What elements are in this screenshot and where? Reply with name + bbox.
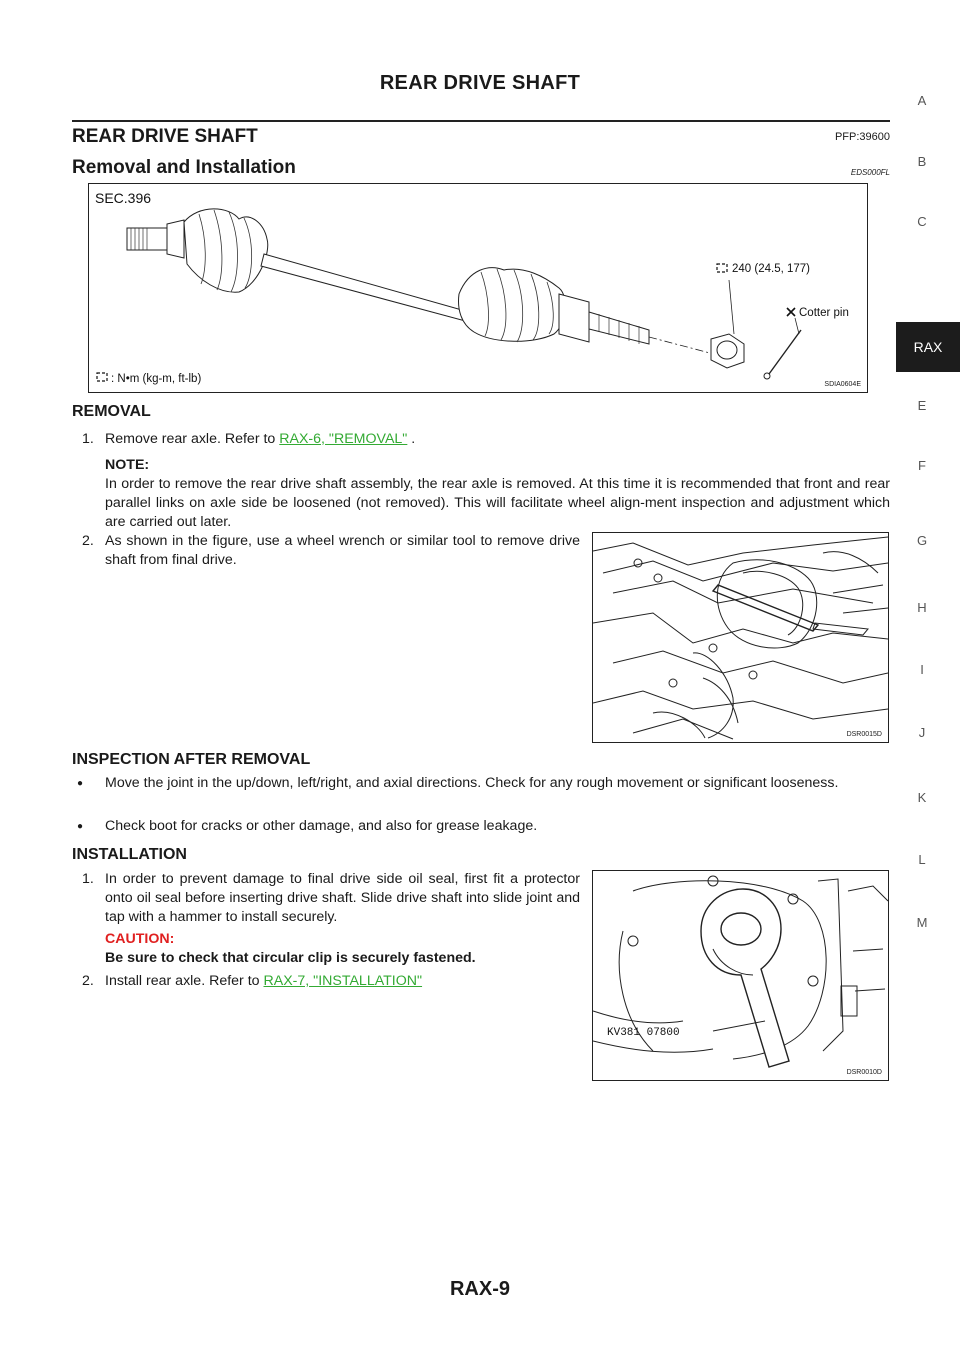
- installation-heading: INSTALLATION: [72, 846, 187, 863]
- page-header-title: REAR DRIVE SHAFT: [379, 72, 581, 94]
- installation-figure: [592, 870, 889, 1081]
- index-letter-k[interactable]: K: [917, 790, 927, 805]
- step-number: 1.: [82, 871, 94, 887]
- bullet-icon: ●: [77, 821, 84, 832]
- installation-step-1: In order to prevent damage to final drive side oil seal, first fit a protector onto oil seal before inserting drive shaft. Slide drive shaft into slide joint and tap with a hammer to install securely.: [105, 871, 580, 925]
- index-letter-j[interactable]: J: [918, 725, 926, 740]
- rax7-installation-link[interactable]: RAX-7, "INSTALLATION": [263, 973, 423, 989]
- drive-shaft-figure: [88, 183, 868, 393]
- section-title: REAR DRIVE SHAFT: [72, 126, 258, 147]
- tool-number: KV381 07800: [607, 1027, 680, 1039]
- header-rule: [72, 120, 890, 122]
- subsection-title: Removal and Installation: [72, 157, 296, 178]
- cotter-pin-icon: [787, 308, 795, 316]
- installation-step-2: [105, 972, 580, 991]
- index-letter-c[interactable]: C: [917, 214, 927, 229]
- drive-shaft-illustration: [89, 184, 867, 392]
- step-text: As shown in the figure, use a wheel wrench or similar tool to remove drive shaft from final drive.: [105, 533, 580, 568]
- index-letter-i[interactable]: I: [920, 662, 924, 677]
- page-number: RAX-9: [449, 1278, 510, 1300]
- index-letter-m[interactable]: M: [916, 915, 928, 930]
- final-drive-illustration: [593, 533, 888, 742]
- torque-icon: [717, 264, 727, 272]
- index-letter-e[interactable]: E: [917, 398, 927, 413]
- step-text: Install rear axle. Refer to: [105, 973, 264, 989]
- note-text: In order to remove the rear drive shaft assembly, the rear axle is removed. At this time it is recommended that front and rear parallel links on axle side be loosened (not removed). This will facilitate wheel align-ment inspection and adjustment which are carried out later.: [105, 476, 890, 530]
- protector-tool-illustration: [593, 871, 888, 1080]
- inspection-heading: INSPECTION AFTER REMOVAL: [72, 751, 311, 768]
- caution-label: CAUTION:: [105, 931, 175, 947]
- caution-text: Be sure to check that circular clip is securely fastened.: [105, 950, 476, 966]
- part-number: PFP:39600: [834, 131, 890, 143]
- document-code: EDS000FL: [850, 168, 890, 177]
- removal-step-1: [72, 430, 890, 449]
- index-letter-b[interactable]: B: [917, 154, 927, 169]
- torque-legend-icon: [97, 373, 107, 381]
- step-number: 2.: [82, 973, 94, 989]
- step-number: 2.: [82, 533, 94, 549]
- index-letter-a[interactable]: A: [917, 93, 927, 108]
- figure-id: SDIA0604E: [824, 381, 861, 388]
- units-legend: : N•m (kg-m, ft-lb): [111, 373, 202, 385]
- sec-label: SEC.396: [95, 190, 152, 206]
- step-number: 1.: [82, 431, 94, 447]
- index-letter-h[interactable]: H: [917, 600, 927, 615]
- index-letter-f[interactable]: F: [918, 458, 926, 473]
- cotter-pin-label: Cotter pin: [799, 307, 849, 319]
- step-text-end: .: [407, 431, 416, 447]
- figure-id: DSR0015D: [846, 731, 882, 738]
- figure-id: DSR0010D: [846, 1069, 882, 1076]
- rax6-removal-link[interactable]: RAX-6, "REMOVAL": [279, 431, 408, 447]
- index-tab-rax[interactable]: RAX: [896, 322, 960, 372]
- inspection-bullet-2: Check boot for cracks or other damage, and also for grease leakage.: [105, 818, 538, 834]
- index-letter-l[interactable]: L: [918, 852, 926, 867]
- removal-heading: REMOVAL: [72, 403, 151, 420]
- step-text: Remove rear axle. Refer to: [105, 431, 280, 447]
- note-label: NOTE:: [105, 457, 150, 473]
- index-letter-g[interactable]: G: [916, 533, 928, 548]
- bullet-icon: ●: [77, 778, 84, 789]
- removal-step-2: [105, 532, 580, 570]
- inspection-bullet-1: Move the joint in the up/down, left/right, and axial directions. Check for any rough movement or significant looseness.: [105, 775, 839, 791]
- torque-value: 240 (24.5, 177): [732, 263, 811, 275]
- wrench-removal-figure: [592, 532, 889, 743]
